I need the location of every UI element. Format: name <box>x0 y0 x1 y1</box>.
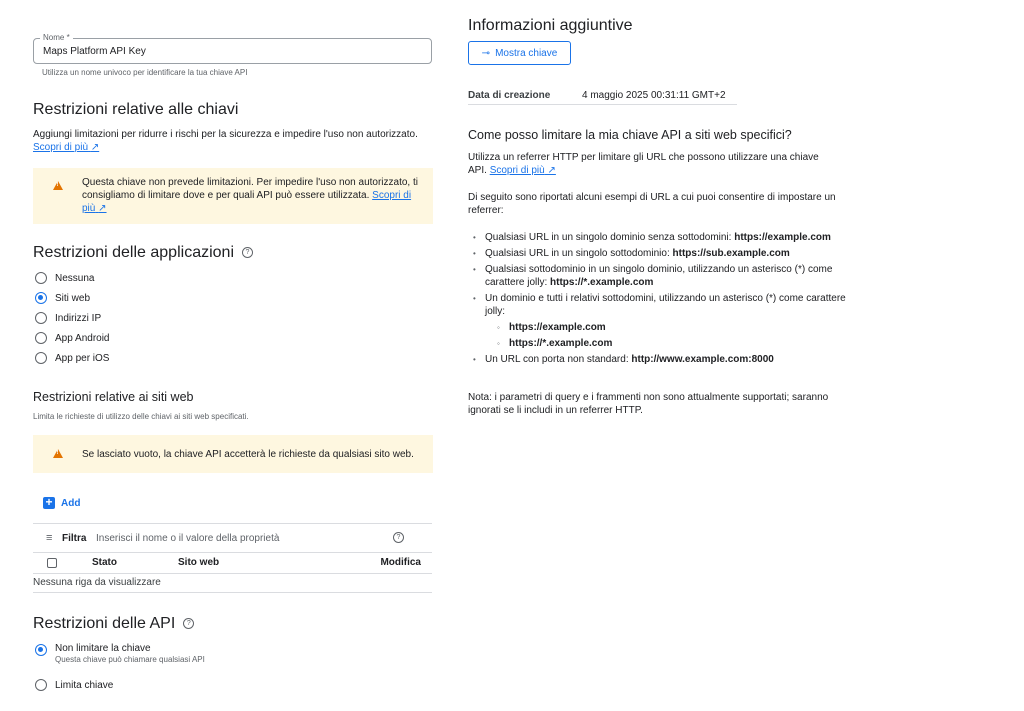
api-restrictions-title: Restrizioni delle API <box>33 615 176 632</box>
key-restrictions-text: Aggiungi limitazioni per ridurre i rischi per la sicurezza e impedire l'uso non autorizzato. <box>33 129 418 140</box>
external-link-icon: ↗ <box>547 165 556 176</box>
no-restriction-sublabel: Questa chiave può chiamare qualsiasi API <box>55 655 205 664</box>
table-header <box>33 553 432 574</box>
help-learn-more-link[interactable]: Scopri di più ↗ <box>489 165 556 176</box>
filter-icon: ≡ <box>46 532 53 544</box>
filter-input[interactable]: Inserisci il nome o il valore della proprietà <box>96 533 280 544</box>
radio-android-apps[interactable]: App Android <box>35 332 110 344</box>
warning-icon <box>53 449 63 458</box>
examples-list <box>468 231 848 369</box>
radio-websites[interactable]: Siti web <box>35 292 90 304</box>
unrestricted-key-warning <box>33 168 433 224</box>
app-restrictions-title: Restrizioni delle applicazioni <box>33 244 234 261</box>
creation-date-row <box>468 88 737 105</box>
app-restrictions-header <box>33 244 253 262</box>
key-restrictions-title: Restrizioni relative alle chiavi <box>33 101 239 118</box>
warning-icon <box>53 181 63 190</box>
column-status: Stato <box>92 557 117 568</box>
radio-ios-apps[interactable]: App per iOS <box>35 352 109 364</box>
radio-icon[interactable] <box>35 352 47 364</box>
radio-icon[interactable] <box>35 679 47 691</box>
sub-list-item: ◦ https://example.com <box>468 321 848 334</box>
radio-no-restriction[interactable] <box>35 643 205 665</box>
warning-text <box>82 176 424 215</box>
website-restrictions-title: Restrizioni relative ai siti web <box>33 390 194 404</box>
info-title: Informazioni aggiuntive <box>468 17 633 34</box>
column-website: Sito web <box>178 557 220 568</box>
sub-list-item: ◦ https://*.example.com <box>468 337 848 350</box>
list-item: • Un URL con porta non standard: http://www.example.com:8000 <box>468 353 848 366</box>
no-restriction-label: Non limitare la chiave <box>55 643 151 654</box>
empty-table-text: Nessuna riga da visualizzare <box>33 577 161 588</box>
help-icon[interactable]: ? <box>242 247 253 258</box>
column-edit: Modifica <box>380 557 421 568</box>
key-restrictions-description <box>33 128 433 154</box>
filter-label: Filtra <box>62 533 87 544</box>
list-item: • Un dominio e tutti i relativi sottodomini, utilizzando un asterisco (*) come carattere jolly: <box>468 292 848 318</box>
filter-bar[interactable] <box>33 523 432 553</box>
show-key-button[interactable]: ⊸ Mostra chiave <box>468 41 571 65</box>
add-icon: + <box>43 497 55 509</box>
radio-selected-icon[interactable] <box>35 292 47 304</box>
help-icon[interactable]: ? <box>183 618 194 629</box>
creation-date-label: Data di creazione <box>468 90 551 101</box>
external-link-icon: ↗ <box>98 203 107 214</box>
radio-restrict-key[interactable]: Limita chiave <box>35 679 113 691</box>
name-field-label: Nome * <box>40 33 73 42</box>
table-empty-row <box>33 574 432 593</box>
list-item: • Qualsiasi sottodominio in un singolo dominio, utilizzando un asterisco (*) come carattere jolly: https://*.example.com <box>468 263 848 289</box>
empty-websites-warning-text: Se lasciato vuoto, la chiave API accetterà le richieste da qualsiasi sito web. <box>82 449 414 460</box>
column-help-icon[interactable]: ? <box>393 532 404 543</box>
examples-intro: Di seguito sono riportati alcuni esempi di URL a cui puoi consentire di impostare un referrer: <box>468 192 836 216</box>
learn-more-link[interactable]: Scopri di più ↗ <box>33 142 100 153</box>
list-item: • Qualsiasi URL in un singolo sottodominio: https://sub.example.com <box>468 247 848 260</box>
name-field-hint: Utilizza un nome univoco per identificare la tua chiave API <box>42 68 248 77</box>
name-field-value[interactable]: Maps Platform API Key <box>43 46 146 57</box>
websites-table <box>33 523 432 593</box>
radio-selected-icon[interactable] <box>35 644 47 656</box>
warning-message: Questa chiave non prevede limitazioni. Per impedire l'uso non autorizzato, ti consigliamo di limitare dove e per quali API può essere utilizzata. <box>82 177 418 201</box>
key-icon: ⊸ <box>481 47 491 59</box>
help-intro-text: Utilizza un referrer HTTP per limitare gli URL che possono utilizzare una chiave API. <box>468 152 819 176</box>
help-intro <box>468 151 838 177</box>
add-website-button[interactable]: + Add <box>43 497 80 509</box>
select-all-checkbox[interactable] <box>47 558 57 568</box>
creation-date-value: 4 maggio 2025 00:31:11 GMT+2 <box>582 90 726 101</box>
external-link-icon: ↗ <box>90 142 100 153</box>
api-restrictions-header <box>33 615 194 633</box>
help-note: Nota: i parametri di query e i frammenti non sono attualmente supportati; saranno ignorati se li includi in un referrer HTTP. <box>468 392 829 416</box>
radio-ip-addresses[interactable]: Indirizzi IP <box>35 312 101 324</box>
empty-websites-warning <box>33 435 433 473</box>
help-title: Come posso limitare la mia chiave API a siti web specifici? <box>468 128 792 142</box>
radio-icon[interactable] <box>35 272 47 284</box>
website-restrictions-subtitle: Limita le richieste di utilizzo delle chiavi ai siti web specificati. <box>33 412 249 421</box>
list-item: • Qualsiasi URL in un singolo dominio senza sottodomini: https://example.com <box>468 231 848 244</box>
radio-icon[interactable] <box>35 332 47 344</box>
name-field[interactable] <box>33 33 432 64</box>
radio-none[interactable]: Nessuna <box>35 272 94 284</box>
radio-icon[interactable] <box>35 312 47 324</box>
warning-learn-more-link[interactable]: Scopri di più ↗ <box>82 190 412 214</box>
